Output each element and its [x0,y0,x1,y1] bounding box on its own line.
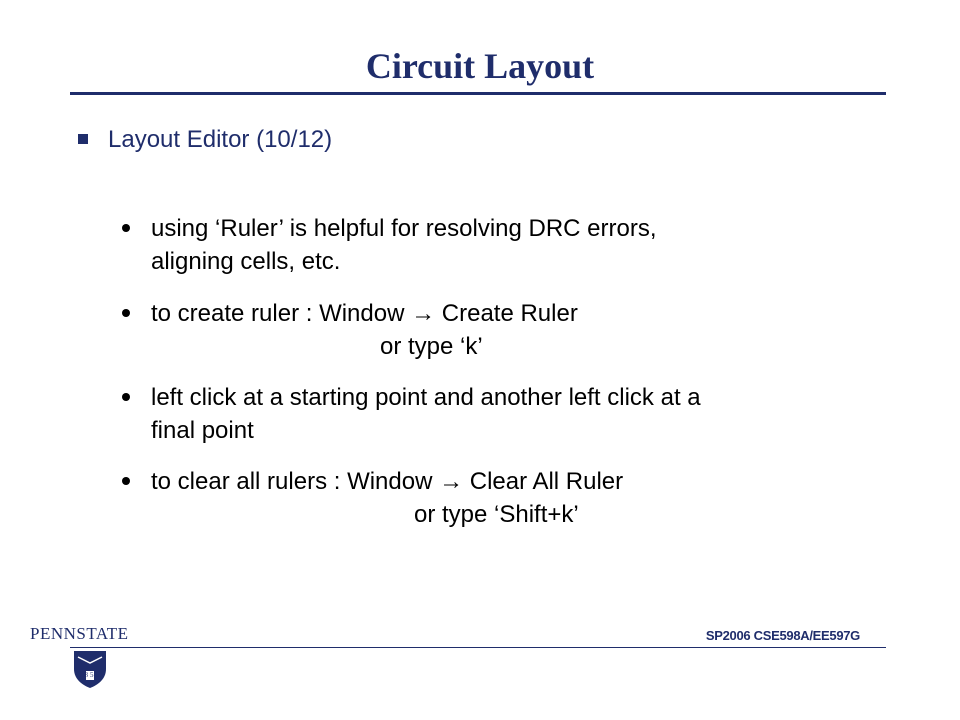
shield-icon [70,649,110,689]
footer-divider [70,647,886,648]
dot-bullet-icon [122,477,130,485]
section-heading [78,124,332,156]
bullet-line: to clear all rulers : Window → Clear All Ruler [151,468,624,495]
bullet-text [122,381,902,447]
bullet-line: final point [151,417,254,444]
bullet-line: or type ‘k’ [380,333,483,360]
bullet-line: using ‘Ruler’ is helpful for resolving DRC errors, [151,215,657,242]
bullet-line: to create ruler : Window → Create Ruler [151,300,578,327]
dot-bullet-icon [122,224,130,232]
bullet-item [122,465,902,531]
bullet-item [122,381,902,447]
title-divider [70,92,886,95]
dot-bullet-icon [122,393,130,401]
bullet-line: left click at a starting point and another left click at a [151,384,701,411]
square-bullet-icon [78,134,88,144]
bullet-text [122,297,902,363]
dot-bullet-icon [122,309,130,317]
bullet-item [122,212,902,278]
bullet-text [122,212,902,278]
bullet-line: or type ‘Shift+k’ [414,501,579,528]
bullet-text [122,465,902,531]
course-label: SP2006 CSE598A/EE597G [705,628,860,643]
section-heading-label: Layout Editor (10/12) [108,126,333,153]
bullet-line: aligning cells, etc. [151,248,341,275]
pennstate-logo: PENNSTATE [30,624,129,643]
bullet-item [122,297,902,363]
slide-title: Circuit Layout [365,46,595,86]
logo-year: 1855 [79,671,101,679]
